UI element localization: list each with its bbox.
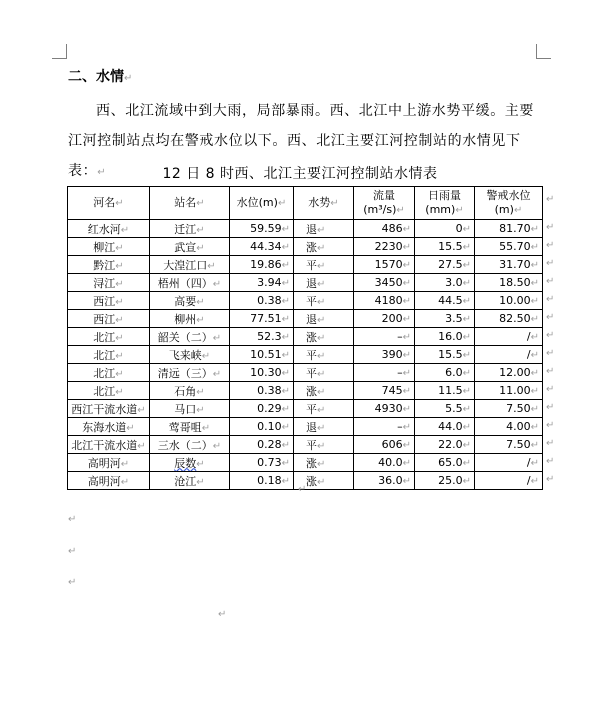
table-cell: 3.0↵ [415,274,475,292]
table-row [68,328,543,346]
row-end-mark: ↵ [546,456,555,467]
table-cell: 3.5↵ [415,310,475,328]
table-cell: 2230↵ [354,238,415,256]
paragraph-mark: ↵ [68,514,77,525]
page-corner-top-right [536,44,551,59]
section-heading-text: 二、水情 [68,69,124,85]
table-cell: 11.5↵ [415,382,475,400]
row-end-mark: ↵ [546,222,555,233]
table-row [68,310,543,328]
table-cell: 4.00↵ [475,418,543,436]
table-cell: 西江干流水道↵ [68,400,150,418]
table-cell: 马口↵ [150,400,230,418]
header-cell: 警戒水位 (m)↵ [475,187,543,220]
header-cell: 河名↵ [68,187,150,220]
paragraph-mark: ↵ [97,167,107,178]
table-cell: 大湟江口↵ [150,256,230,274]
table-cell: 沧江↵ [150,472,230,490]
table-cell: 退↵ [294,310,354,328]
table-cell: 平↵ [294,436,354,454]
table-row [68,400,543,418]
table-cell: 涨↵ [294,328,354,346]
table-cell: 北江↵ [68,382,150,400]
table-row [68,364,543,382]
table-cell: 涨↵ [294,238,354,256]
table-cell: 10.00↵ [475,292,543,310]
table-cell: –↵ [354,328,415,346]
table-cell: –↵ [354,418,415,436]
table-cell: 武宣↵ [150,238,230,256]
table-caption [0,163,600,183]
table-cell: 606↵ [354,436,415,454]
row-end-mark: ↵ [546,276,555,287]
table-cell: 36.0↵ [354,472,415,490]
table-cell: 0.28↵ [230,436,294,454]
table-cell: 红水河↵ [68,220,150,238]
table-cell: 52.3↵ [230,328,294,346]
table-cell: 涨↵ [294,472,354,490]
table-cell: /↵ [475,472,543,490]
table-cell: 11.00↵ [475,382,543,400]
paragraph-mark: ↵ [218,609,227,620]
table-cell: 31.70↵ [475,256,543,274]
table-cell: 平↵ [294,400,354,418]
table-cell: 北江↵ [68,346,150,364]
table-cell: 韶关（二）↵ [150,328,230,346]
table-cell: 19.86↵ [230,256,294,274]
table-row [68,274,543,292]
table-cell: 0.29↵ [230,400,294,418]
row-end-mark: ↵ [546,240,555,251]
table-cell: 涨↵ [294,382,354,400]
table-cell: 0.18↵ [230,472,294,490]
body-paragraph-text: 西、北江流域中到大雨，局部暴雨。西、北江中上游水势平缓。主要江河控制站点均在警戒水位以下。西、北江主要江河控制站的水情见下表： [68,103,534,179]
table-cell: 北江↵ [68,364,150,382]
table-cell: 西江↵ [68,310,150,328]
water-regime-table [67,186,543,490]
header-cell: 日雨量 (mm)↵ [415,187,475,220]
page-corner-top-left [52,44,67,59]
row-end-mark: ↵ [546,258,555,269]
table-cell: –↵ [354,364,415,382]
table-cell: 0.38↵ [230,292,294,310]
row-end-mark: ↵ [546,384,555,395]
table-cell: 745↵ [354,382,415,400]
section-heading [68,66,132,86]
table-cell: 65.0↵ [415,454,475,472]
table-cell: 12.00↵ [475,364,543,382]
paragraph-mark: ↵ [298,484,307,495]
table-cell: 东海水道↵ [68,418,150,436]
table-cell: 16.0↵ [415,328,475,346]
table-cell: /↵ [475,454,543,472]
table-cell: 6.0↵ [415,364,475,382]
table-cell: 40.0↵ [354,454,415,472]
row-end-mark: ↵ [546,402,555,413]
table-cell: 涨↵ [294,454,354,472]
table-cell: 59.59↵ [230,220,294,238]
table-cell: 高明河↵ [68,454,150,472]
row-end-mark: ↵ [546,420,555,431]
table-cell: 15.5↵ [415,238,475,256]
table-cell: 北江↵ [68,328,150,346]
table-cell: 石角↵ [150,382,230,400]
table-cell: 0↵ [415,220,475,238]
row-end-mark: ↵ [546,366,555,377]
table-cell: /↵ [475,328,543,346]
table-row [68,418,543,436]
row-end-mark: ↵ [546,330,555,341]
table-cell: 486↵ [354,220,415,238]
paragraph-mark: ↵ [68,577,77,588]
table-cell: 黔江↵ [68,256,150,274]
table-cell: 5.5↵ [415,400,475,418]
table-cell: 浔江↵ [68,274,150,292]
header-cell: 水位(m)↵ [230,187,294,220]
table-cell: 44.34↵ [230,238,294,256]
table-cell: 15.5↵ [415,346,475,364]
table-cell: 1570↵ [354,256,415,274]
table-cell: 平↵ [294,346,354,364]
table-cell: 0.10↵ [230,418,294,436]
table-cell: 西江↵ [68,292,150,310]
row-end-mark: ↵ [546,474,555,485]
table-cell: /↵ [475,346,543,364]
table-cell: 44.0↵ [415,418,475,436]
table-header-row [68,187,543,220]
table-cell: 4930↵ [354,400,415,418]
table-row [68,436,543,454]
table-cell: 平↵ [294,292,354,310]
table-cell: 81.70↵ [475,220,543,238]
table-cell: 44.5↵ [415,292,475,310]
table-cell: 55.70↵ [475,238,543,256]
table-cell: 柳江↵ [68,238,150,256]
table-cell: 平↵ [294,256,354,274]
table-cell: 7.50↵ [475,400,543,418]
table-cell: 82.50↵ [475,310,543,328]
table-cell: 27.5↵ [415,256,475,274]
table-cell: 平↵ [294,364,354,382]
table-cell: 77.51↵ [230,310,294,328]
row-end-mark: ↵ [546,294,555,305]
table-cell: 三水（二）↵ [150,436,230,454]
table-cell: 390↵ [354,346,415,364]
table-cell: 莺哥咀↵ [150,418,230,436]
table-row [68,292,543,310]
table-cell: 高要↵ [150,292,230,310]
header-cell: 流量 (m³/s)↵ [354,187,415,220]
table-row [68,256,543,274]
header-cell: 水势↵ [294,187,354,220]
row-end-mark: ↵ [546,348,555,359]
paragraph-mark: ↵ [68,546,77,557]
table-cell: 0.38↵ [230,382,294,400]
table-cell: 北江干流水道↵ [68,436,150,454]
row-end-mark: ↵ [546,194,555,205]
table-row [68,238,543,256]
table-cell: 3.94↵ [230,274,294,292]
table-cell: 10.51↵ [230,346,294,364]
table-cell: 辰数↵ [150,454,230,472]
table-cell: 4180↵ [354,292,415,310]
table-cell: 梧州（四）↵ [150,274,230,292]
paragraph-mark: ↵ [124,73,133,84]
header-cell: 站名↵ [150,187,230,220]
table-cell: 22.0↵ [415,436,475,454]
row-end-mark: ↵ [546,438,555,449]
table-cell: 高明河↵ [68,472,150,490]
table-cell: 柳州↵ [150,310,230,328]
table-row [68,454,543,472]
table-caption-text: 12 日 8 时西、北江主要江河控制站水情表 [162,166,438,182]
table-cell: 清远（三）↵ [150,364,230,382]
table-cell: 退↵ [294,274,354,292]
table-cell: 0.73↵ [230,454,294,472]
table-row [68,382,543,400]
table-cell: 飞来峡↵ [150,346,230,364]
table-cell: 10.30↵ [230,364,294,382]
table-cell: 25.0↵ [415,472,475,490]
table-cell: 200↵ [354,310,415,328]
table-row [68,346,543,364]
table-cell: 迁江↵ [150,220,230,238]
table-cell: 3450↵ [354,274,415,292]
table-cell: 18.50↵ [475,274,543,292]
table-cell: 7.50↵ [475,436,543,454]
table-cell: 退↵ [294,418,354,436]
row-end-mark: ↵ [546,312,555,323]
table-cell: 退↵ [294,220,354,238]
table-row [68,220,543,238]
